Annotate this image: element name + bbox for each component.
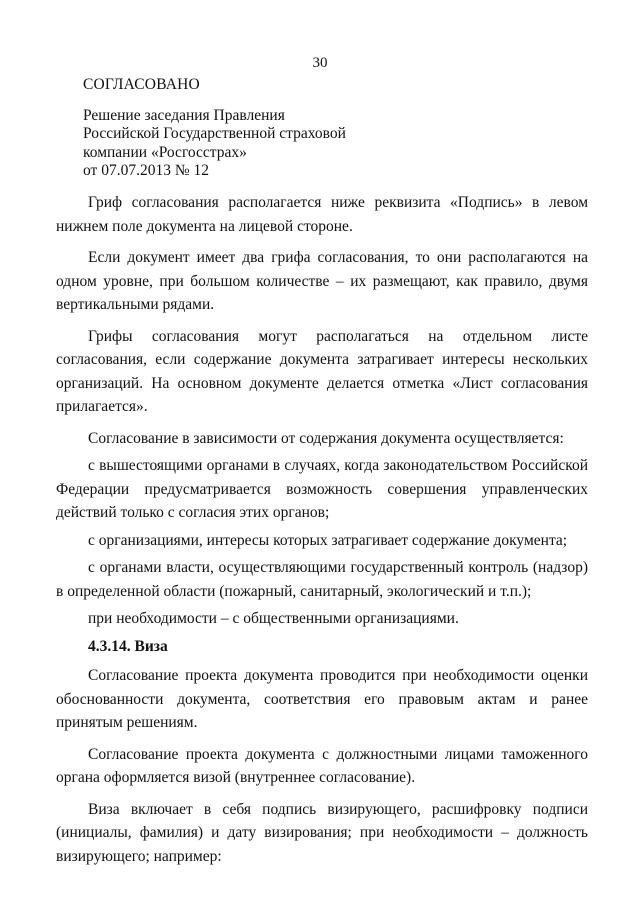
page-number: 30	[312, 55, 328, 71]
paragraph: Согласование проекта документа проводится при необходимости оценки обоснованности документа, соответствия его правовым актам и ранее принятым решениям.	[56, 667, 588, 731]
paragraph: Виза включает в себя подпись визирующего, расшифровку подписи (инициалы, фамилия) и дату визирования; при необходимости – должность визирующего; например:	[56, 800, 588, 865]
document-body	[56, 191, 588, 876]
paragraph: с вышестоящими органами в случаях, когда законодательством Российской Федерации предусматривается возможность совершения управленческих действий только с согласия этих органов;	[56, 457, 588, 521]
paragraph: при необходимости – с общественными организациями.	[88, 610, 459, 627]
stamp-line: от 07.07.2013 № 12	[83, 162, 209, 179]
stamp-line: Российской Государственной страховой	[83, 125, 346, 142]
paragraph: с органами власти, осуществляющими государственный контроль (надзор) в определенной области (пожарный, санитарный, экологический и т.п.);	[56, 559, 588, 600]
paragraph: Согласование проекта документа с должностными лицами таможенного органа оформляется визой (внутреннее согласование).	[56, 745, 588, 786]
stamp-line: компании «Росгосстрах»	[83, 143, 247, 161]
paragraph: Согласование в зависимости от содержания документа осуществляется:	[88, 429, 564, 447]
stamp-line: Решение заседания Правления	[83, 106, 285, 124]
section-heading: 4.3.14. Виза	[88, 637, 168, 655]
approval-stamp	[83, 76, 346, 181]
paragraph: Грифы согласования могут располагаться на отдельном листе согласования, если содержание документа затрагивает интересы нескольких организаций. На основном документе делается отметка «Лист согласования прилагается».	[56, 327, 588, 415]
stamp-title: СОГЛАСОВАНО	[83, 76, 200, 93]
paragraph: Если документ имеет два грифа согласования, то они располагаются на одном уровне, при большом количестве – их размещают, как правило, двумя вертикальными рядами.	[56, 249, 588, 313]
paragraph: Гриф согласования располагается ниже реквизита «Подпись» в левом нижнем поле документа на лицевой стороне.	[56, 194, 588, 235]
paragraph: с организациями, интересы которых затрагивает содержание документа;	[88, 531, 568, 549]
